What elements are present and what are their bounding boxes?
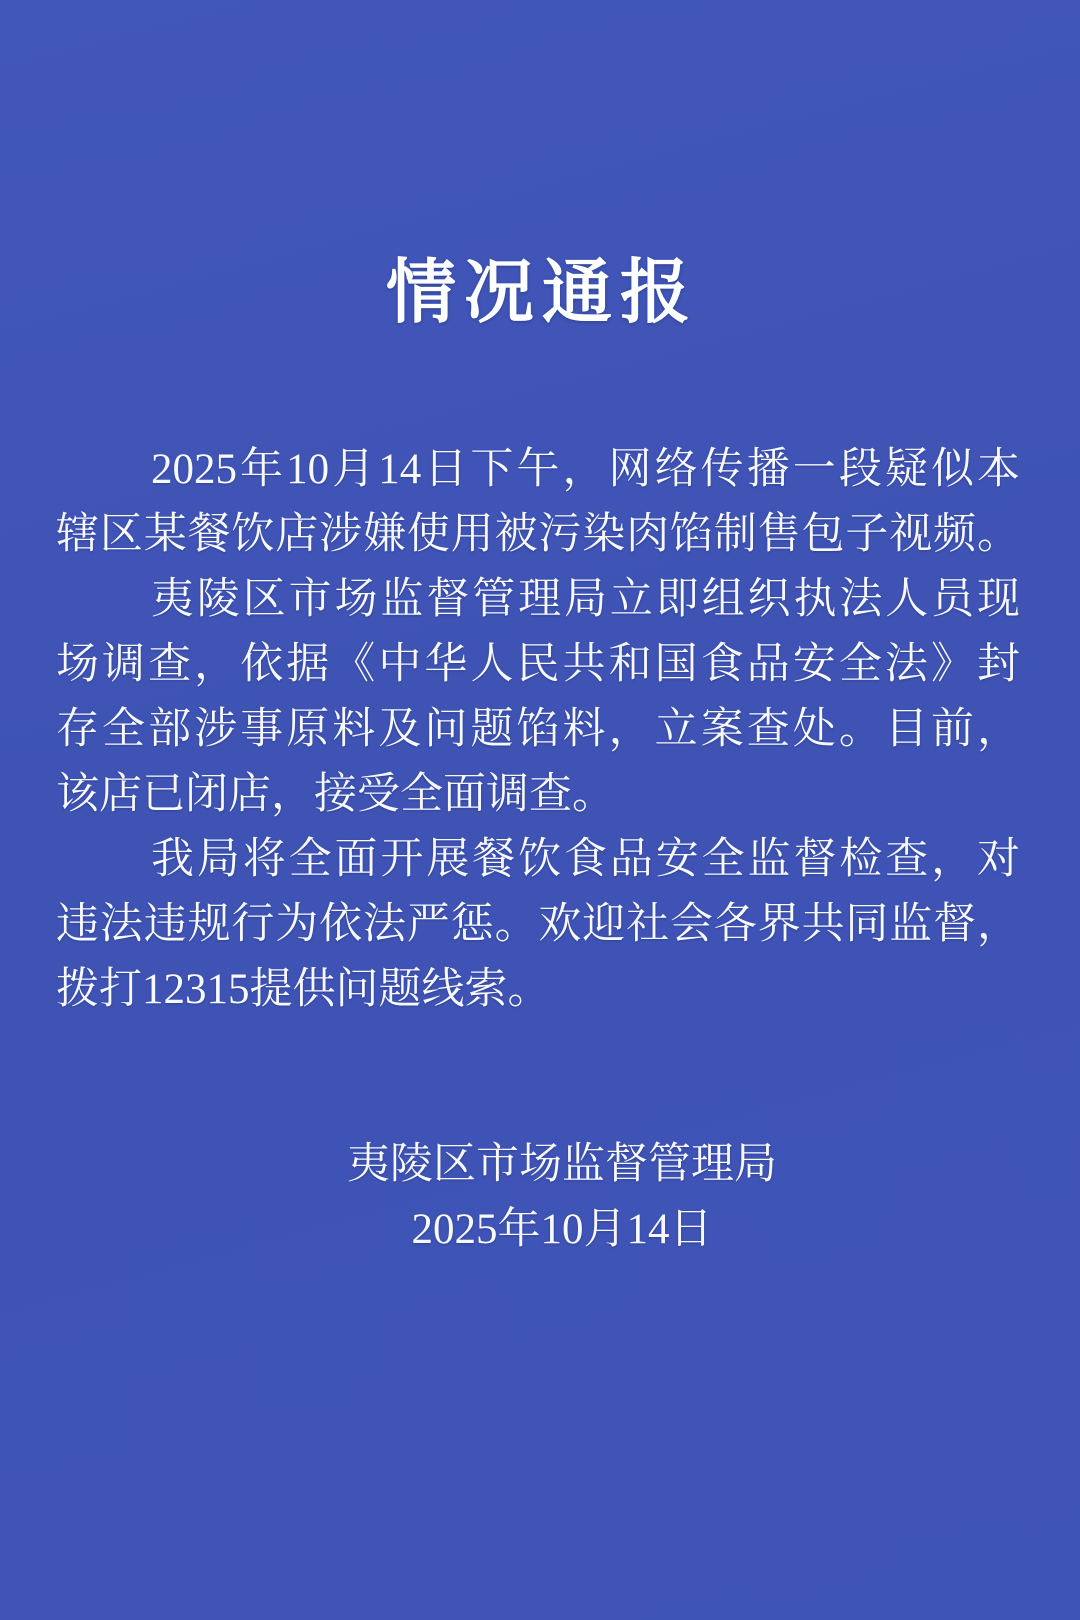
notice-line: 场调查，依据《中华人民共和国食品安全法》封 (56, 641, 1020, 688)
notice-line: 存全部涉事原料及问题馅料，立案查处。目前， (56, 706, 1020, 753)
notice-body (56, 437, 1020, 1022)
notice-line: 违法违规行为依法严惩。欢迎社会各界共同监督， (56, 901, 1020, 948)
paragraph-followup (56, 827, 1020, 1022)
paragraph-response (56, 567, 1020, 827)
notice-line: 拨打12315提供问题线索。 (56, 966, 551, 1013)
notice-line: 2025年10月14日下午，网络传播一段疑似本 (151, 446, 1020, 493)
notice-line: 夷陵区市场监督管理局立即组织执法人员现 (151, 576, 1020, 623)
signature-agency: 夷陵区市场监督管理局 (347, 1141, 777, 1188)
paragraph-incident (56, 437, 1020, 567)
notice-line: 辖区某餐饮店涉嫌使用被污染肉馅制售包子视频。 (56, 511, 1020, 558)
notice-line: 我局将全面开展餐饮食品安全监督检查，对 (151, 836, 1020, 883)
notice-title: 情况通报 (386, 255, 698, 332)
signature-block (347, 1132, 777, 1262)
notice-line: 该店已闭店，接受全面调查。 (56, 771, 615, 818)
signature-date: 2025年10月14日 (411, 1206, 713, 1253)
